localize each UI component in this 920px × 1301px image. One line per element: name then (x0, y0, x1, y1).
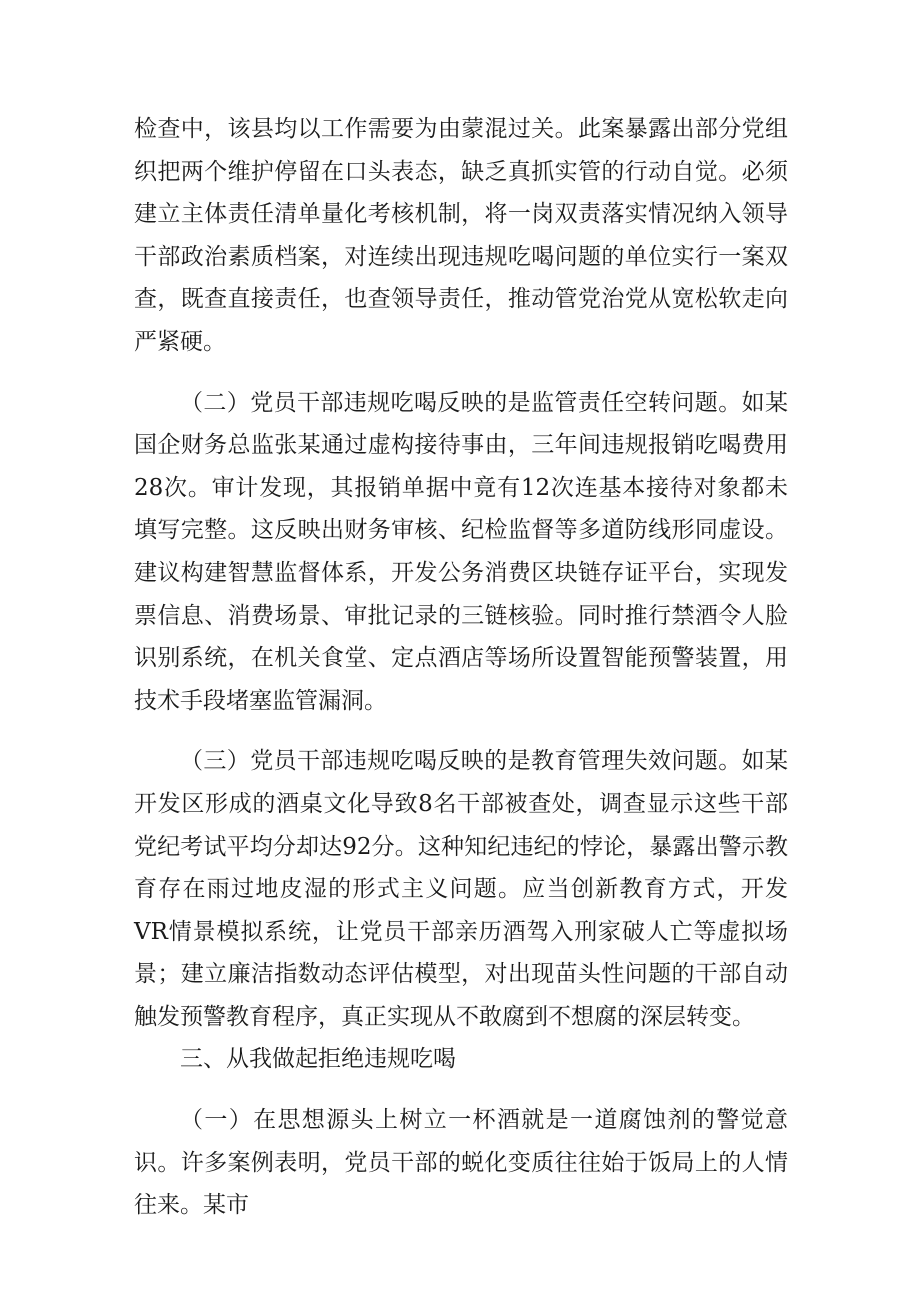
section-heading: 三、从我做起拒绝违规吃喝 (180, 1046, 456, 1073)
paragraph-continuation: 检查中，该县均以工作需要为由蒙混过关。此案暴露出部分党组织把两个维护停留在口头表态，缺乏真抓实管的行动自觉。必须建立主体责任清单量化考核机制，将一岗双责落实情况纳入领导干部政治素质档案，对连续出现违规吃喝问题的单位实行一案双查，既查直接责任，也查领导责任，推动管党治党从宽松软走向严紧硬。 (134, 116, 788, 355)
document-body (134, 108, 788, 1227)
paragraph-section-two: （二）党员干部违规吃喝反映的是监管责任空转问题。如某国企财务总监张某通过虚构接待事由，三年间违规报销吃喝费用28次。审计发现，其报销单据中竟有12次连基本接待对象都未填写完整。这反映出财务审核、纪检监督等多道防线形同虚设。建议构建智慧监督体系，开发公务消费区块链存证平台，实现发票信息、消费场景、审批记录的三链核验。同时推行禁酒令人脸识别系统，在机关食堂、定点酒店等场所设置智能预警装置，用技术手段堵塞监管漏洞。 (134, 389, 788, 714)
paragraph-section-one: （一）在思想源头上树立一杯酒就是一道腐蚀剂的警觉意识。许多案例表明，党员干部的蜕化变质往往始于饭局上的人情往来。某市 (134, 1107, 788, 1219)
paragraph-section-three: （三）党员干部违规吃喝反映的是教育管理失效问题。如某开发区形成的酒桌文化导致8名干部被查处，调查显示这些干部党纪考试平均分却达92分。这种知纪违纪的悖论，暴露出警示教育存在雨过地皮湿的形式主义问题。应当创新教育方式，开发VR情景模拟系统，让党员干部亲历酒驾入刑家破人亡等虚拟场景；建立廉洁指数动态评估模型，对出现苗头性问题的干部自动触发预警教育程序，真正实现从不敢腐到不想腐的深层转变。 (134, 748, 788, 1030)
